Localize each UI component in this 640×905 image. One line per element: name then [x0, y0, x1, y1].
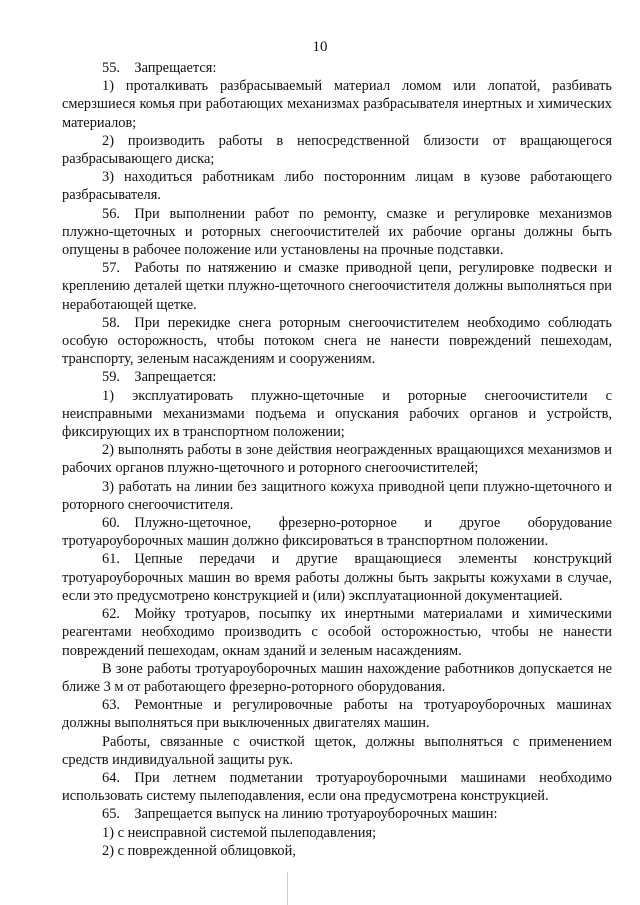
paragraph: Работы, связанные с очисткой щеток, должны выполняться с применением средств индивидуальной защиты рук.	[62, 733, 612, 768]
paragraph: В зоне работы тротуароуборочных машин нахождение работников допускается не ближе 3 м от работающего фрезерно-роторного оборудования.	[62, 660, 612, 695]
paragraph: 57. Работы по натяжению и смазке приводной цепи, регулировке подвески и креплению деталей щетки плужно-щеточного снегоочистителя должны выполняться при неработающей щетке.	[62, 260, 612, 313]
page-number: 10	[312, 39, 328, 55]
paragraph: 62. Мойку тротуаров, посыпку их инертными материалами и химическими реагентами необходимо производить с особой осторожностью, чтобы не нанести повреждений пешеходам, окнам зданий и зеленым насаждениям.	[62, 606, 612, 659]
paragraph: 58. При перекидке снега роторным снегоочистителем необходимо соблюдать особую осторожность, чтобы потоком снега не нанести повреждений пешеходам, транспорту, зеленым насаждениям и сооружениям.	[62, 314, 612, 368]
paragraph: 64. При летнем подметании тротуароуборочными машинами необходимо использовать систему пылеподавления, если она предусмотрена конструкцией.	[62, 769, 612, 805]
paragraph: 60. Плужно-щеточное, фрезерно-роторное и другое оборудование тротуароуборочных машин должно фиксироваться в транспортном положении.	[62, 515, 612, 550]
scan-artifact-line	[287, 872, 288, 905]
paragraph: 59. Запрещается:	[102, 369, 217, 386]
paragraph: 63. Ремонтные и регулировочные работы на тротуароуборочных машинах должны выполняться при выключенных двигателях машин.	[62, 697, 612, 732]
paragraph: 61. Цепные передачи и другие вращающиеся элементы конструкций тротуароуборочных машин во время работы должны быть закрыты кожухами в случае, если это предусмотрено конструкцией и (или) эксплуатационной документацией.	[62, 551, 612, 604]
paragraph: 3) работать на линии без защитного кожуха приводной цепи плужно-щеточного и роторного снегоочистителя.	[62, 478, 612, 513]
document-body	[62, 59, 612, 860]
paragraph: 1) проталкивать разбрасываемый материал ломом или лопатой, разбивать смерзшиеся комья при работающих механизмах разбрасывателя инертных и химических материалов;	[62, 78, 612, 131]
paragraph: 2) с поврежденной облицовкой,	[102, 842, 296, 859]
paragraph: 55. Запрещается:	[102, 60, 217, 76]
paragraph: 65. Запрещается выпуск на линию тротуароуборочных машин:	[102, 806, 498, 823]
paragraph: 1) эксплуатировать плужно-щеточные и роторные снегоочистители с неисправными механизмами подъема и опускания рабочих органов и устройств, фиксирующих их в транспортном положении;	[62, 387, 612, 441]
paragraph: 56. При выполнении работ по ремонту, смазке и регулировке механизмов плужно-щеточных и роторных снегоочистителей их рабочие органы должны быть опущены в рабочее положение или установлены на прочные подставки.	[62, 205, 612, 259]
paragraph: 2) выполнять работы в зоне действия неогражденных вращающихся механизмов и рабочих органов плужно-щеточного и роторного снегоочистителей;	[62, 442, 612, 477]
paragraph: 1) с неисправной системой пылеподавления;	[102, 824, 377, 841]
paragraph: 2) производить работы в непосредственной близости от вращающегося разбрасывающего диска;	[62, 132, 612, 168]
paragraph: 3) находиться работникам либо посторонним лицам в кузове работающего разбрасывателя.	[62, 169, 612, 204]
